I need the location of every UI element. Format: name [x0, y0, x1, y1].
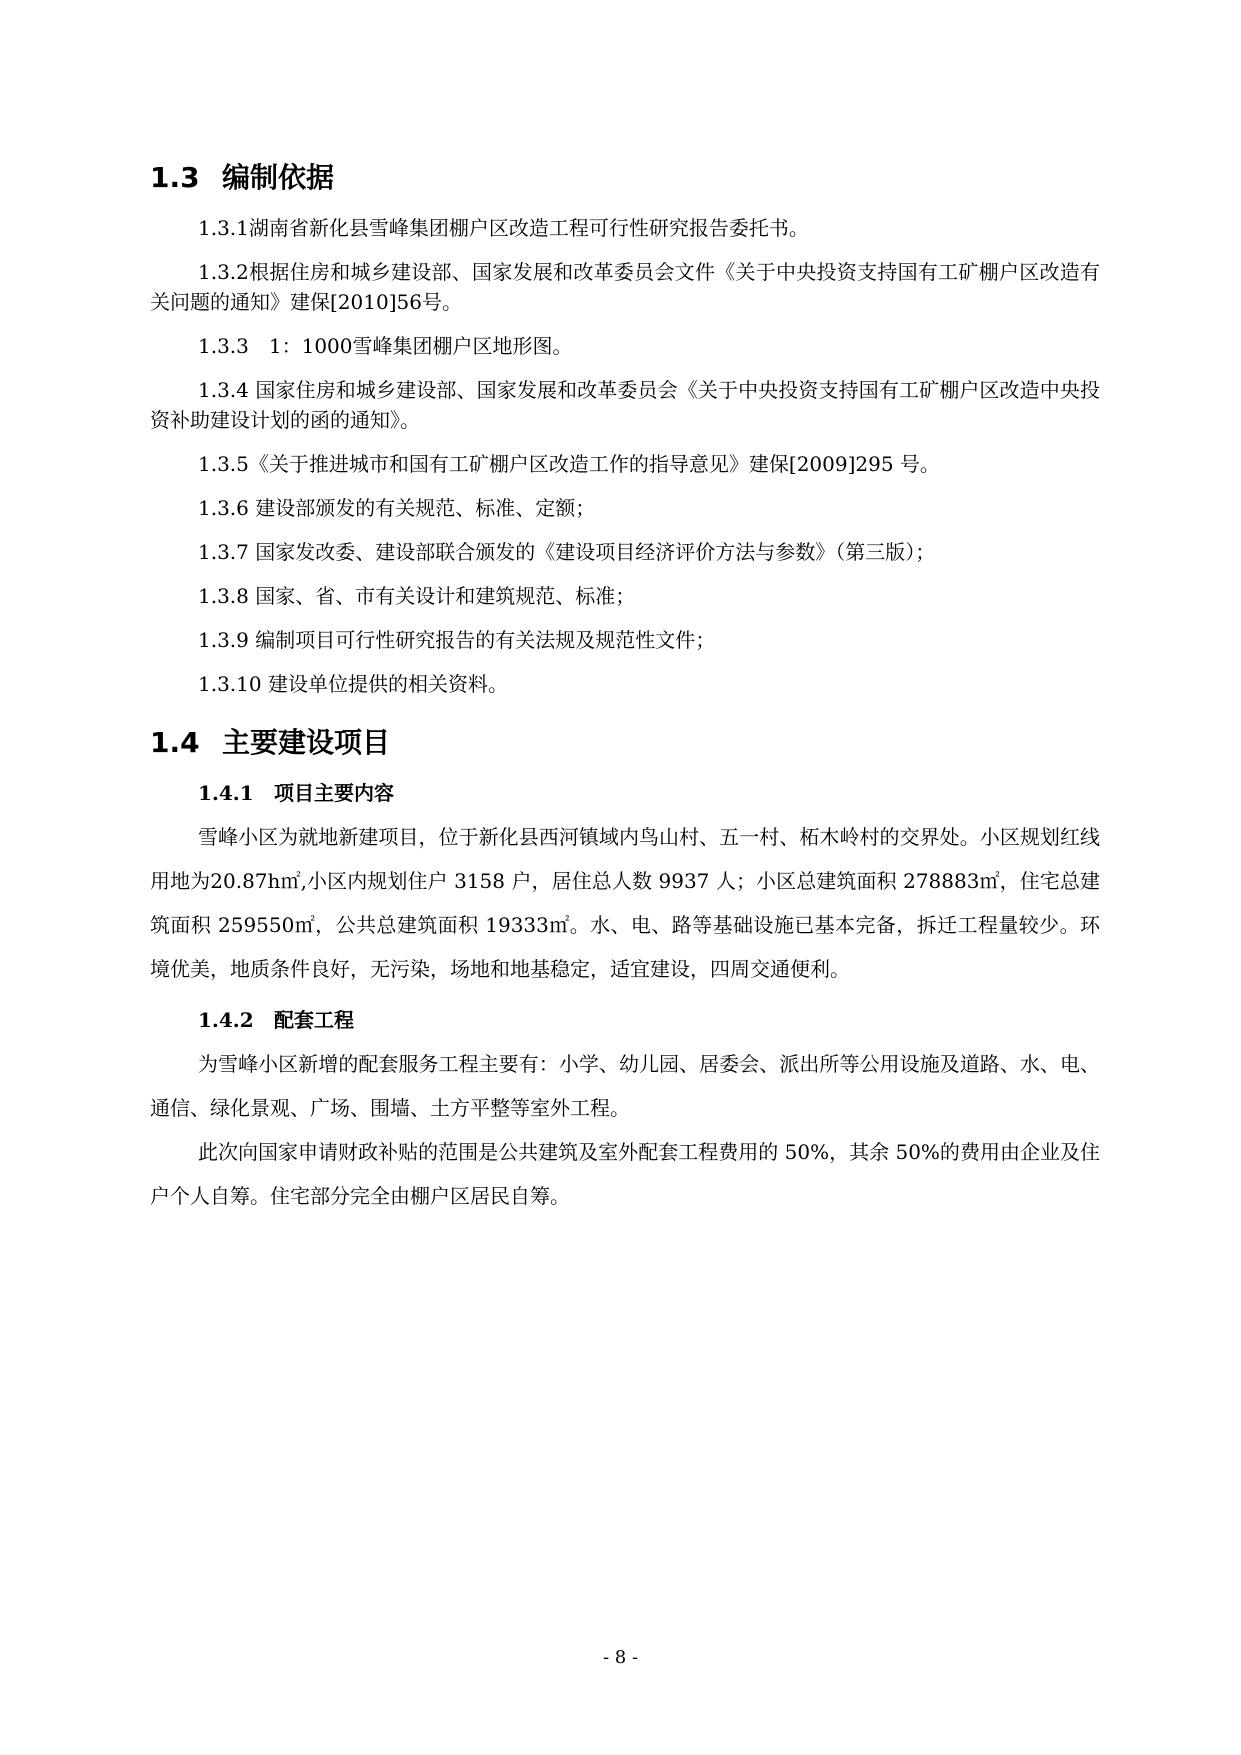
section-heading-1-3	[150, 160, 1100, 196]
reference-item: 1.3.6 建设部颁发的有关规范、标准、定额；	[198, 496, 596, 520]
subsection-title: 项目主要内容	[274, 781, 394, 805]
reference-item: 1.3.7 国家发改委、建设部联合颁发的《建设项目经济评价方法与参数》（第三版）；	[198, 540, 936, 564]
reference-item: 1.3.5《关于推进城市和国有工矿棚户区改造工作的指导意见》建保[2009]295 号。	[198, 452, 940, 476]
page-number: - 8 -	[602, 1647, 639, 1668]
section-title: 编制依据	[222, 161, 335, 194]
reference-item: 1.3.1湖南省新化县雪峰集团棚户区改造工程可行性研究报告委托书。	[198, 216, 809, 240]
reference-item: 1.3.2根据住房和城乡建设部、国家发展和改革委员会文件《关于中央投资支持国有工矿棚户区改造有关问题的通知》建保[2010]56号。	[150, 260, 1100, 314]
subsection-heading-1-4-1	[150, 778, 1100, 808]
reference-item: 1.3.10 建设单位提供的相关资料。	[198, 672, 508, 696]
body-paragraph: 为雪峰小区新增的配套服务工程主要有：小学、幼儿园、居委会、派出所等公用设施及道路、水、电、通信、绿化景观、广场、围墙、土方平整等室外工程。	[150, 1052, 1100, 1120]
body-paragraph: 雪峰小区为就地新建项目，位于新化县西河镇域内鸟山村、五一村、柘木岭村的交界处。小区规划红线用地为20.87h㎡,小区内规划住户 3158 户，居住总人数 9937 人；小区总建筑面积 278883㎡，住宅总建筑面积 259550㎡，公共总建筑面积 19333㎡。水、电、路等基础设施已基本完备，拆迁工程量较少。环境优美，地质条件良好，无污染，场地和地基稳定，适宜建设，四周交通便利。	[150, 825, 1100, 981]
section-title: 主要建设项目	[222, 726, 391, 759]
section-heading-1-4	[150, 725, 1100, 761]
page-content	[150, 160, 1100, 1218]
subsection-heading-1-4-2	[150, 1005, 1100, 1035]
reference-item: 1.3.3 1：1000雪峰集团棚户区地形图。	[198, 334, 573, 358]
reference-item: 1.3.4 国家住房和城乡建设部、国家发展和改革委员会《关于中央投资支持国有工矿棚户区改造中央投资补助建设计划的函的通知》。	[150, 378, 1100, 432]
subsection-number: 1.4.1	[198, 781, 254, 805]
subsection-title: 配套工程	[274, 1008, 354, 1032]
body-paragraph: 此次向国家申请财政补贴的范围是公共建筑及室外配套工程费用的 50%，其余 50%的费用由企业及住户个人自筹。住宅部分完全由棚户区居民自筹。	[150, 1140, 1100, 1208]
section-number: 1.4	[150, 726, 200, 759]
reference-item: 1.3.8 国家、省、市有关设计和建筑规范、标准；	[198, 584, 636, 608]
subsection-number: 1.4.2	[198, 1008, 254, 1032]
section-number: 1.3	[150, 161, 200, 194]
reference-item: 1.3.9 编制项目可行性研究报告的有关法规及规范性文件；	[198, 628, 716, 652]
